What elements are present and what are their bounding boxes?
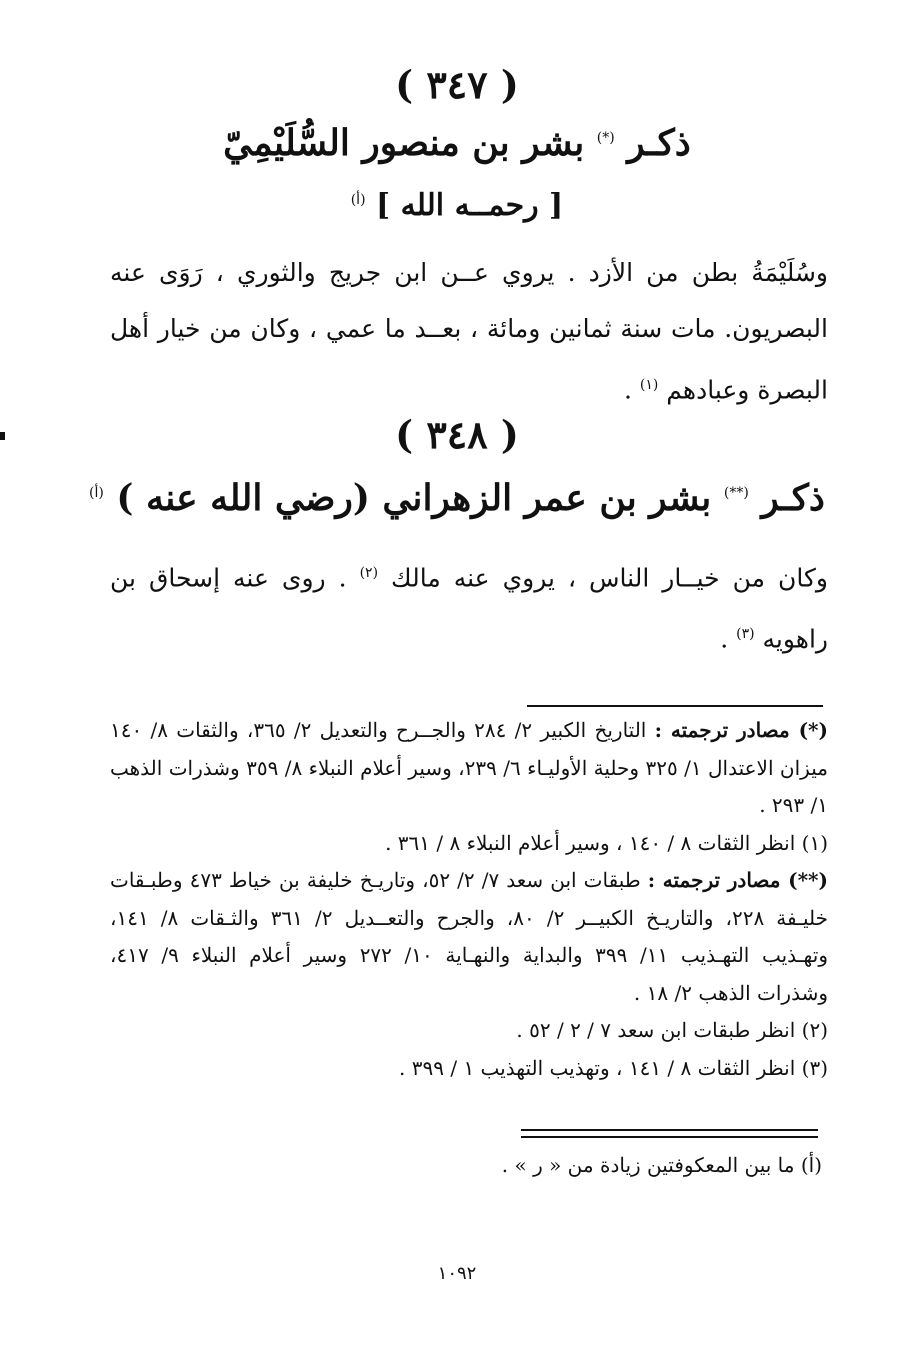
footnote xyxy=(110,712,828,825)
footnote: (٢) انظر طبقات ابن سعد ٧ / ٢ / ٥٢ . xyxy=(516,1018,828,1042)
footnote-marker: (٢) xyxy=(359,565,379,581)
footnote: (٣) انظر الثقات ٨ / ١٤١ ، وتهذيب التهذيب ١ / ٣٩٩ . xyxy=(399,1055,828,1080)
footnote-marker: (**) xyxy=(723,485,749,501)
body-text: . روى عنه إسحاق بن راهويه xyxy=(110,563,828,654)
footnote-text: التاريخ الكبير ٢/ ٢٨٤ والجــرح والتعديل ٢/ ٣٦٥، والثقات ٨/ ١٤٠ ميزان الاعتدال ١/ ٣٢٥ وحلية الأوليـاء ٦/ ٢٣٩، وسير أعلام النبلاء ٨/ ٣٥٩ وشذرات الذهب ١/ ٢٩٣ . xyxy=(110,718,828,817)
subtitle-text: [ رحمــه الله ] xyxy=(376,188,564,223)
entry-title xyxy=(0,122,914,164)
entry-body xyxy=(110,245,828,418)
body-text: وسُلَيْمَةُ بطن من الأزد . يروي عــن ابن جريج والثوري ، رَوَى عنه البصريون. مات سنة ثمانين ومائة ، بعــد ما عمي ، وكان من خيار أهل البصرة وعبادهم xyxy=(110,258,828,405)
entry-title xyxy=(0,477,914,519)
title-prefix: ذكـر xyxy=(627,122,691,164)
body-text: وكان من خيــار الناس ، يروي عنه مالك xyxy=(391,563,828,593)
entry-number: ( ٣٤٨ ) xyxy=(395,412,519,457)
body-end: . xyxy=(623,375,632,405)
footnote: (١) انظر الثقات ٨ / ١٤٠ ، وسير أعلام النبلاء ٨ / ٣٦١ . xyxy=(385,830,828,855)
footnote-separator xyxy=(527,705,823,707)
footnote-marker: (٣) xyxy=(736,626,755,643)
page-number: ١٠٩٢ xyxy=(437,1263,477,1284)
footnotes xyxy=(110,712,828,1087)
title-name: بشر بن منصور السُّلَيْمِيّ xyxy=(223,122,585,164)
footnote-text: طبقات ابن سعد ٧/ ٢/ ٥٢، وتاريـخ خليفة بن خياط ٤٧٣ وطبـقات خليـفة ٢٢٨، والتاريـخ الكبيــر ٢/ ٨٠، والجرح والتعــديل ٢/ ٣٦١ والثـقات ٨/ ١٤١، وتهـذيب التهـذيب ١١/ ٣٩٩ والبداية والنهـاية ١٠/ ٢٧٢ وسير أعلام النبلاء ٩/ ٤١٧، وشذرات الذهب ٢/ ١٨ . xyxy=(110,868,828,1005)
footnote-marker: (*) xyxy=(596,130,615,146)
footnote-label: (**) مصادر ترجمته : xyxy=(647,868,828,892)
footnote xyxy=(110,862,828,1012)
double-separator xyxy=(521,1129,818,1138)
entry-subtitle xyxy=(0,188,914,223)
footnote-marker: (١) xyxy=(639,377,659,393)
title-name: بشر بن عمر الزهراني (رضي الله عنه ) xyxy=(116,477,712,519)
footnote-marker: (أ) xyxy=(350,192,366,208)
entry-body xyxy=(110,545,828,668)
editor-note: (أ) ما بين المعكوفتين زيادة من « ر » . xyxy=(501,1153,822,1177)
entry-number: ( ٣٤٧ ) xyxy=(395,62,519,107)
title-prefix: ذكـر xyxy=(761,477,825,519)
footnote-marker: (أ) xyxy=(89,485,104,501)
footnote-label: (*) مصادر ترجمته : xyxy=(654,718,828,742)
body-end: . xyxy=(720,624,729,654)
